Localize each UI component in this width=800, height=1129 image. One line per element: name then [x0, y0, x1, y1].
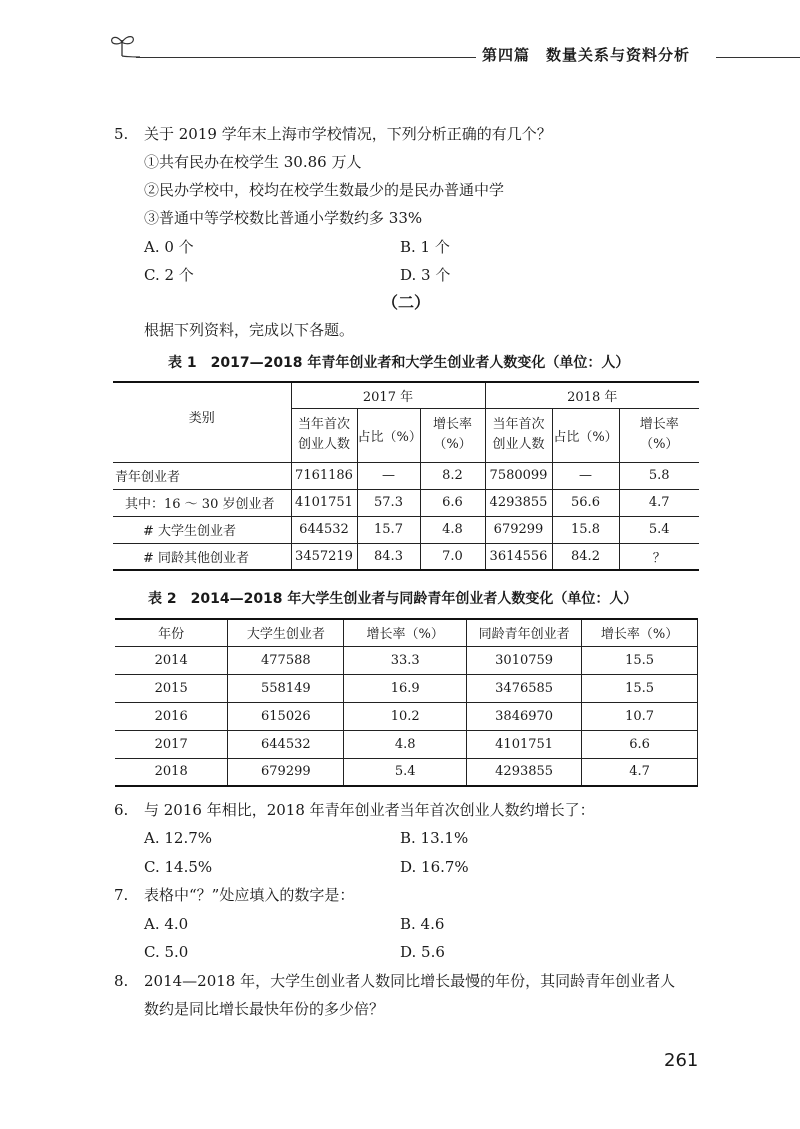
q6-option-a: A. 12.7% [144, 829, 213, 847]
q6-stem: 与 2016 年相比，2018 年青年创业者当年首次创业人数约增长了： [144, 801, 595, 819]
q6-number: 6. [114, 801, 129, 819]
table1-cell: 15.7 [357, 516, 420, 543]
table1-cell: 7580099 [485, 462, 552, 489]
q5-option-b: B. 1 个 [400, 238, 450, 256]
table1-cell: 57.3 [357, 489, 420, 516]
table2-cell: 33.3 [344, 646, 467, 674]
table2-cell: 2018 [115, 758, 228, 786]
table-row [115, 646, 698, 674]
table1-cell: 7.0 [420, 543, 485, 570]
table2 [115, 618, 698, 787]
table2-cell: 644532 [228, 730, 344, 758]
table2-cell: 3476585 [467, 674, 582, 702]
table1-cell: 84.3 [357, 543, 420, 570]
page-number: 261 [664, 1050, 699, 1071]
table2-cell: 4.7 [582, 758, 698, 786]
table2-cell: 15.5 [582, 646, 698, 674]
table1-cell: — [357, 462, 420, 489]
table-row [115, 758, 698, 786]
table1-cell: 679299 [485, 516, 552, 543]
q8-stem-line: 2014—2018 年，大学生创业者人数同比增长最慢的年份，其同龄青年创业者人 [144, 972, 676, 990]
q6-option-b: B. 13.1% [400, 829, 469, 847]
table1-cell: 5.8 [619, 462, 699, 489]
header-sprout-icon [108, 30, 148, 60]
q7-option-d: D. 5.6 [400, 943, 445, 961]
table2-cell: 4293855 [467, 758, 582, 786]
table1-year-header: 2017 年 [291, 382, 485, 408]
table2-header: 同龄青年创业者 [467, 619, 582, 646]
table-row [113, 489, 699, 516]
table2-cell: 15.5 [582, 674, 698, 702]
table1-row-label: # 同龄其他创业者 [113, 543, 291, 570]
table1-subheader: 增长率（%） [420, 408, 485, 462]
table1-cell: 4.8 [420, 516, 485, 543]
table2-cell: 3846970 [467, 702, 582, 730]
table1-cell: 6.6 [420, 489, 485, 516]
table2-cell: 4.8 [344, 730, 467, 758]
header-rule-left [136, 57, 476, 58]
table-row [115, 730, 698, 758]
table1-cell: 4293855 [485, 489, 552, 516]
table2-cell: 679299 [228, 758, 344, 786]
q6-option-c: C. 14.5% [144, 858, 213, 876]
table1-cell: 8.2 [420, 462, 485, 489]
table2-cell: 16.9 [344, 674, 467, 702]
q5-option-c: C. 2 个 [144, 266, 194, 284]
q7-number: 7. [114, 886, 129, 904]
table1-cell: 84.2 [552, 543, 619, 570]
header-title: 第四篇 数量关系与资料分析 [482, 46, 691, 64]
table1-cell: 4101751 [291, 489, 357, 516]
table1-cell: ？ [619, 543, 699, 570]
q7-stem: 表格中“？”处应填入的数字是： [144, 886, 355, 904]
table2-header: 增长率（%） [344, 619, 467, 646]
table1-cell: 15.8 [552, 516, 619, 543]
table2-cell: 5.4 [344, 758, 467, 786]
q7-option-b: B. 4.6 [400, 915, 445, 933]
table1-subheader: 占比（%） [357, 408, 420, 462]
table2-cell: 6.6 [582, 730, 698, 758]
table1-cell: 5.4 [619, 516, 699, 543]
table1-cell: 56.6 [552, 489, 619, 516]
table1-cell: — [552, 462, 619, 489]
table1-cell: 4.7 [619, 489, 699, 516]
table2-cell: 558149 [228, 674, 344, 702]
header-rule-right [716, 57, 800, 58]
table2-cell: 2015 [115, 674, 228, 702]
q6-option-d: D. 16.7% [400, 858, 469, 876]
table2-cell: 10.7 [582, 702, 698, 730]
section-heading: （二） [382, 293, 431, 312]
q5-stem: 关于 2019 学年末上海市学校情况，下列分析正确的有几个？ [144, 125, 552, 143]
table2-caption: 表 2 2014—2018 年大学生创业者与同龄青年创业者人数变化（单位：人） [148, 591, 638, 607]
q8-number: 8. [114, 972, 129, 990]
table1-category-header: 类别 [113, 382, 291, 462]
table1-row-label: 其中：16 ～ 30 岁创业者 [113, 489, 291, 516]
table2-cell: 615026 [228, 702, 344, 730]
table1-cell: 3457219 [291, 543, 357, 570]
table2-cell: 3010759 [467, 646, 582, 674]
q5-statement: ③普通中等学校数比普通小学数约多 33% [144, 209, 423, 227]
table1-subheader: 增长率（%） [619, 408, 699, 462]
table1-subheader: 当年首次创业人数 [485, 408, 552, 462]
table2-cell: 10.2 [344, 702, 467, 730]
q5-option-d: D. 3 个 [400, 266, 451, 284]
q8-stem-line: 数约是同比增长最快年份的多少倍？ [144, 1000, 385, 1018]
table2-cell: 2016 [115, 702, 228, 730]
table1-year-header: 2018 年 [485, 382, 699, 408]
q5-statement: ②民办学校中，校均在校学生数最少的是民办普通中学 [144, 181, 505, 199]
table-row [115, 674, 698, 702]
table-row [113, 516, 699, 543]
table1-cell: 7161186 [291, 462, 357, 489]
q7-option-a: A. 4.0 [144, 915, 189, 933]
table2-cell: 2014 [115, 646, 228, 674]
section-intro: 根据下列资料，完成以下各题。 [144, 321, 355, 339]
table1-cell: 644532 [291, 516, 357, 543]
q5-option-a: A. 0 个 [144, 238, 194, 256]
q5-number: 5. [114, 125, 129, 143]
table1-row-label: # 大学生创业者 [113, 516, 291, 543]
table-row [113, 462, 699, 489]
table1-subheader: 占比（%） [552, 408, 619, 462]
table-row [115, 702, 698, 730]
table1-subheader: 当年首次创业人数 [291, 408, 357, 462]
table-row [113, 543, 699, 570]
table2-cell: 4101751 [467, 730, 582, 758]
table2-cell: 477588 [228, 646, 344, 674]
table2-header: 大学生创业者 [228, 619, 344, 646]
table2-cell: 2017 [115, 730, 228, 758]
q5-statement: ①共有民办在校学生 30.86 万人 [144, 153, 362, 171]
table1-row-label: 青年创业者 [113, 462, 291, 489]
table2-header: 年份 [115, 619, 228, 646]
table2-header: 增长率（%） [582, 619, 698, 646]
table1 [113, 381, 699, 571]
table1-caption: 表 1 2017—2018 年青年创业者和大学生创业者人数变化（单位：人） [168, 355, 630, 371]
table1-cell: 3614556 [485, 543, 552, 570]
q7-option-c: C. 5.0 [144, 943, 189, 961]
